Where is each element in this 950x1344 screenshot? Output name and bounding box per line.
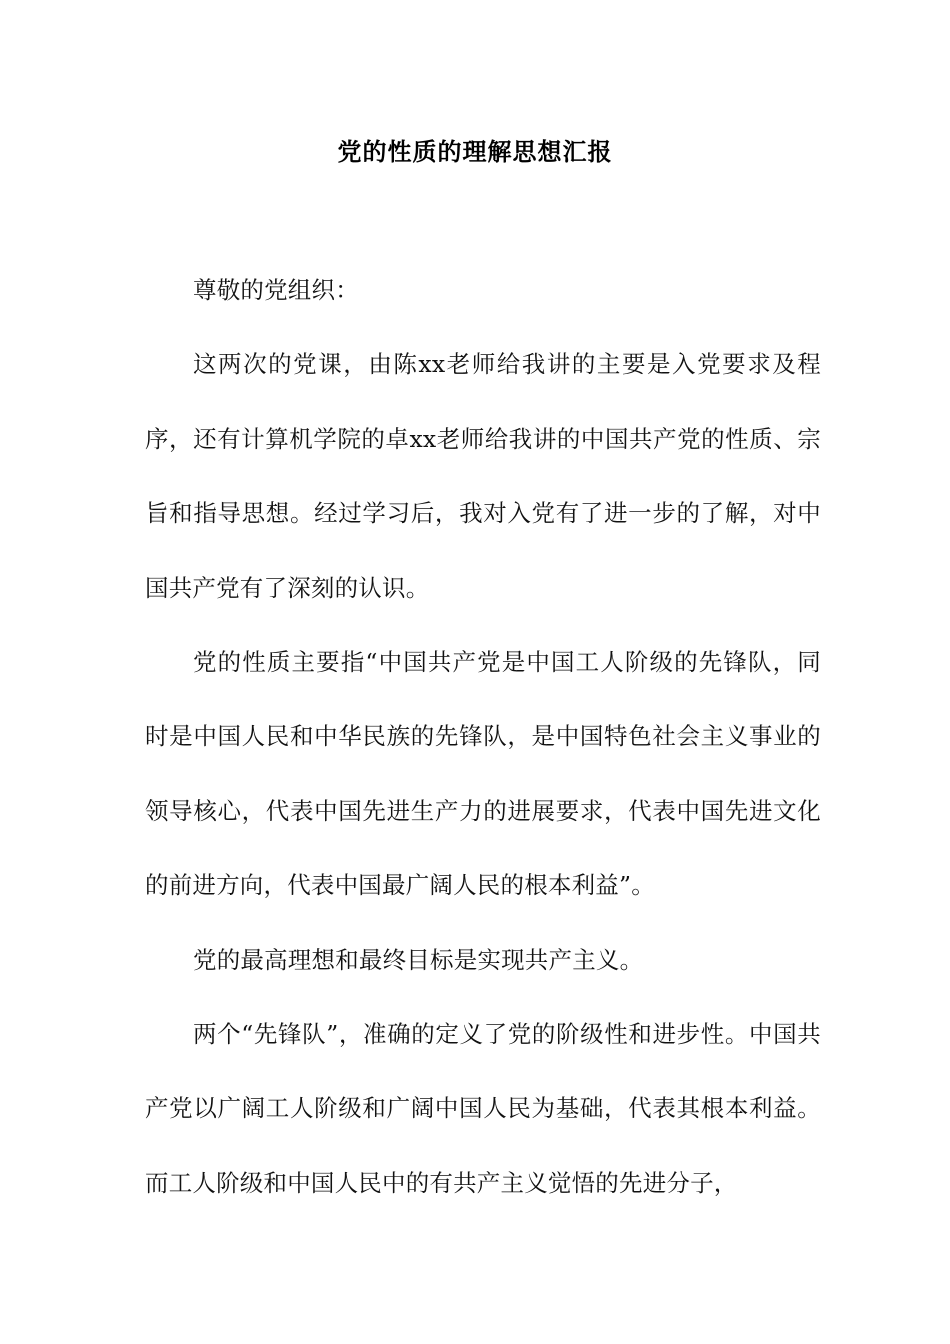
document-title: 党的性质的理解思想汇报 xyxy=(337,138,613,166)
salutation: 尊敬的党组织： xyxy=(193,276,359,304)
paragraph-3: 党的最高理想和最终目标是实现共产主义。 xyxy=(193,945,644,974)
paragraph-1: 这两次的党课，由陈xx老师给我讲的主要是入党要求及程序，还有计算机学院的卓xx老师给我讲的中国共产党的性质、宗旨和指导思想。经过学习后，我对入党有了进一步的了解，对中国共产党有了深刻的认识。 xyxy=(145,350,821,602)
paragraph-4: 两个“先锋队”，准确的定义了党的阶级性和进步性。中国共产党以广阔工人阶级和广阔中国人民为基础，代表其根本利益。而工人阶级和中国人民中的有共产主义觉悟的先进分子， xyxy=(145,1020,821,1197)
document-body xyxy=(145,253,821,1220)
paragraph-2: 党的性质主要指“中国共产党是中国工人阶级的先锋队，同时是中国人民和中华民族的先锋队，是中国特色社会主义事业的领导核心，代表中国先进生产力的进展要求，代表中国先进文化的前进方向，代表中国最广阔人民的根本利益”。 xyxy=(145,648,821,900)
